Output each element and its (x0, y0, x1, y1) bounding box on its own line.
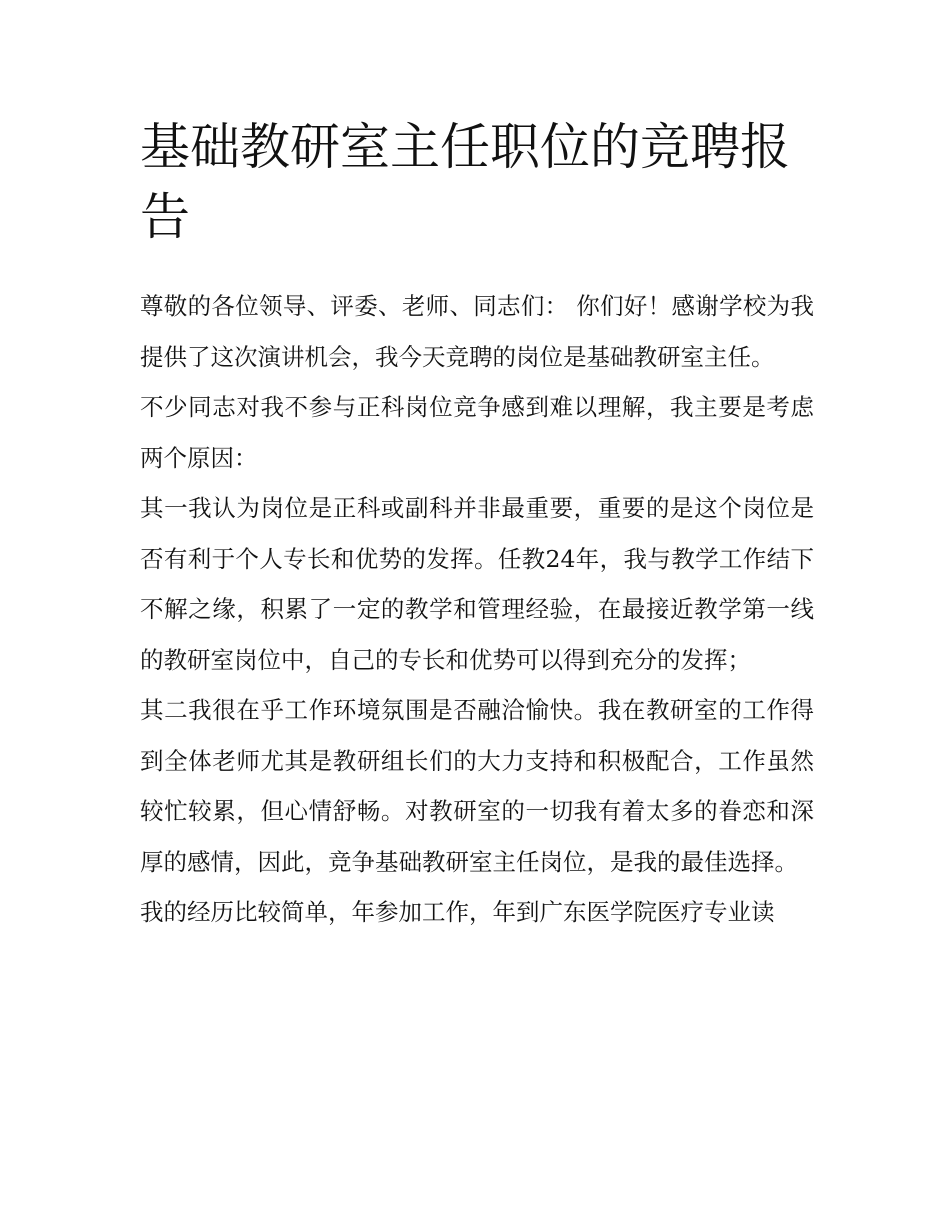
paragraph-greeting: 尊敬的各位领导、评委、老师、同志们： 你们好！感谢学校为我提供了这次演讲机会，我今天竞聘的岗位是基础教研室主任。 (140, 292, 814, 371)
document-title: 基础教研室主任职位的竞聘报告 (140, 118, 790, 246)
document-body (140, 281, 814, 938)
paragraph-experience: 我的经历比较简单，年参加工作，年到广东医学院医疗专业读 (140, 898, 775, 926)
paragraph-reason-one: 其一我认为岗位是正科或副科并非最重要，重要的是这个岗位是否有利于个人专长和优势的发挥。任教24年，我与教学工作结下不解之缘，积累了一定的教学和管理经验，在最接近教学第一线的教研室岗位中，自己的专长和优势可以得到充分的发挥； (140, 494, 814, 674)
paragraph-reasons-intro: 不少同志对我不参与正科岗位竞争感到难以理解，我主要是考虑两个原因： (140, 393, 814, 472)
paragraph-reason-two: 其二我很在乎工作环境氛围是否融洽愉快。我在教研室的工作得到全体老师尤其是教研组长们的大力支持和积极配合，工作虽然较忙较累，但心情舒畅。对教研室的一切我有着太多的眷恋和深厚的感情，因此，竞争基础教研室主任岗位，是我的最佳选择。 (140, 696, 814, 876)
